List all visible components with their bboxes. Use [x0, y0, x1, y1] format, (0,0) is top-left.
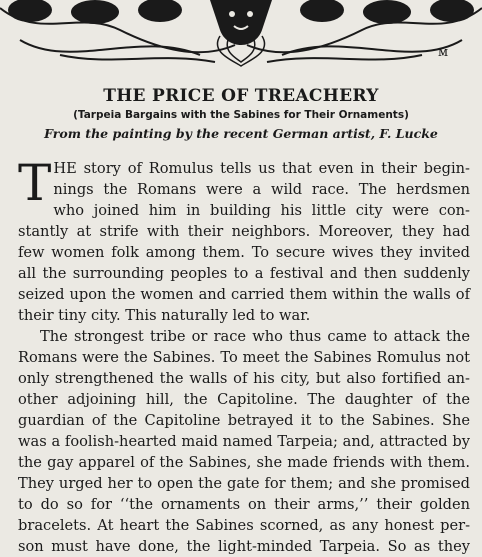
text-line: only strengthened the walls of his city, but also fortified an-	[18, 370, 470, 387]
text-line: son must have done, the light-minded Tarpeia. So as they	[18, 538, 470, 555]
text-line: who joined him in building his little city were con-	[53, 202, 470, 219]
text-line: the gay apparel of the Sabines, she made friends with them.	[18, 454, 470, 471]
ornament-monogram: ᴍ	[438, 45, 449, 60]
text-line: to do so for ‘‘the ornaments on their arms,’’ their golden	[18, 496, 470, 513]
text-line: few women folk among them. To secure wives they invited	[18, 244, 470, 261]
text-line: The strongest tribe or race who thus came to attack the	[40, 328, 470, 345]
decorative-header-ornament	[0, 0, 482, 70]
text-line: guardian of the Capitoline betrayed it to the Sabines. She	[18, 412, 470, 429]
text-line: bracelets. At heart the Sabines scorned, as any honest per-	[18, 517, 470, 534]
paragraph-2	[18, 326, 470, 557]
article-subtitle: (Tarpeia Bargains with the Sabines for Their Ornaments)	[73, 109, 409, 121]
text-line: all the surrounding peoples to a festival and then suddenly	[18, 265, 470, 282]
paragraph-1	[18, 154, 470, 326]
drop-cap: T	[18, 154, 52, 212]
text-line: other adjoining hill, the Capitoline. The daughter of the	[18, 391, 470, 408]
text-line: HE story of Romulus tells us that even in their begin-	[53, 160, 470, 177]
painting-credit: From the painting by the recent German artist, F. Lucke	[44, 126, 438, 141]
text-line: seized upon the women and carried them within the walls of	[18, 286, 470, 303]
text-line: nings the Romans were a wild race. The herdsmen	[53, 181, 470, 198]
article-title: THE PRICE OF TREACHERY	[103, 86, 379, 106]
article-body	[18, 154, 470, 557]
text-line: They urged her to open the gate for them; and she promised	[18, 475, 470, 492]
text-line: stantly at strife with their neighbors. Moreover, they had	[18, 223, 470, 240]
text-line: was a foolish-hearted maid named Tarpeia; and, attracted by	[18, 433, 470, 450]
text-line: Romans were the Sabines. To meet the Sabines Romulus not	[18, 349, 470, 366]
text-line: their tiny city. This naturally led to war.	[18, 307, 311, 324]
